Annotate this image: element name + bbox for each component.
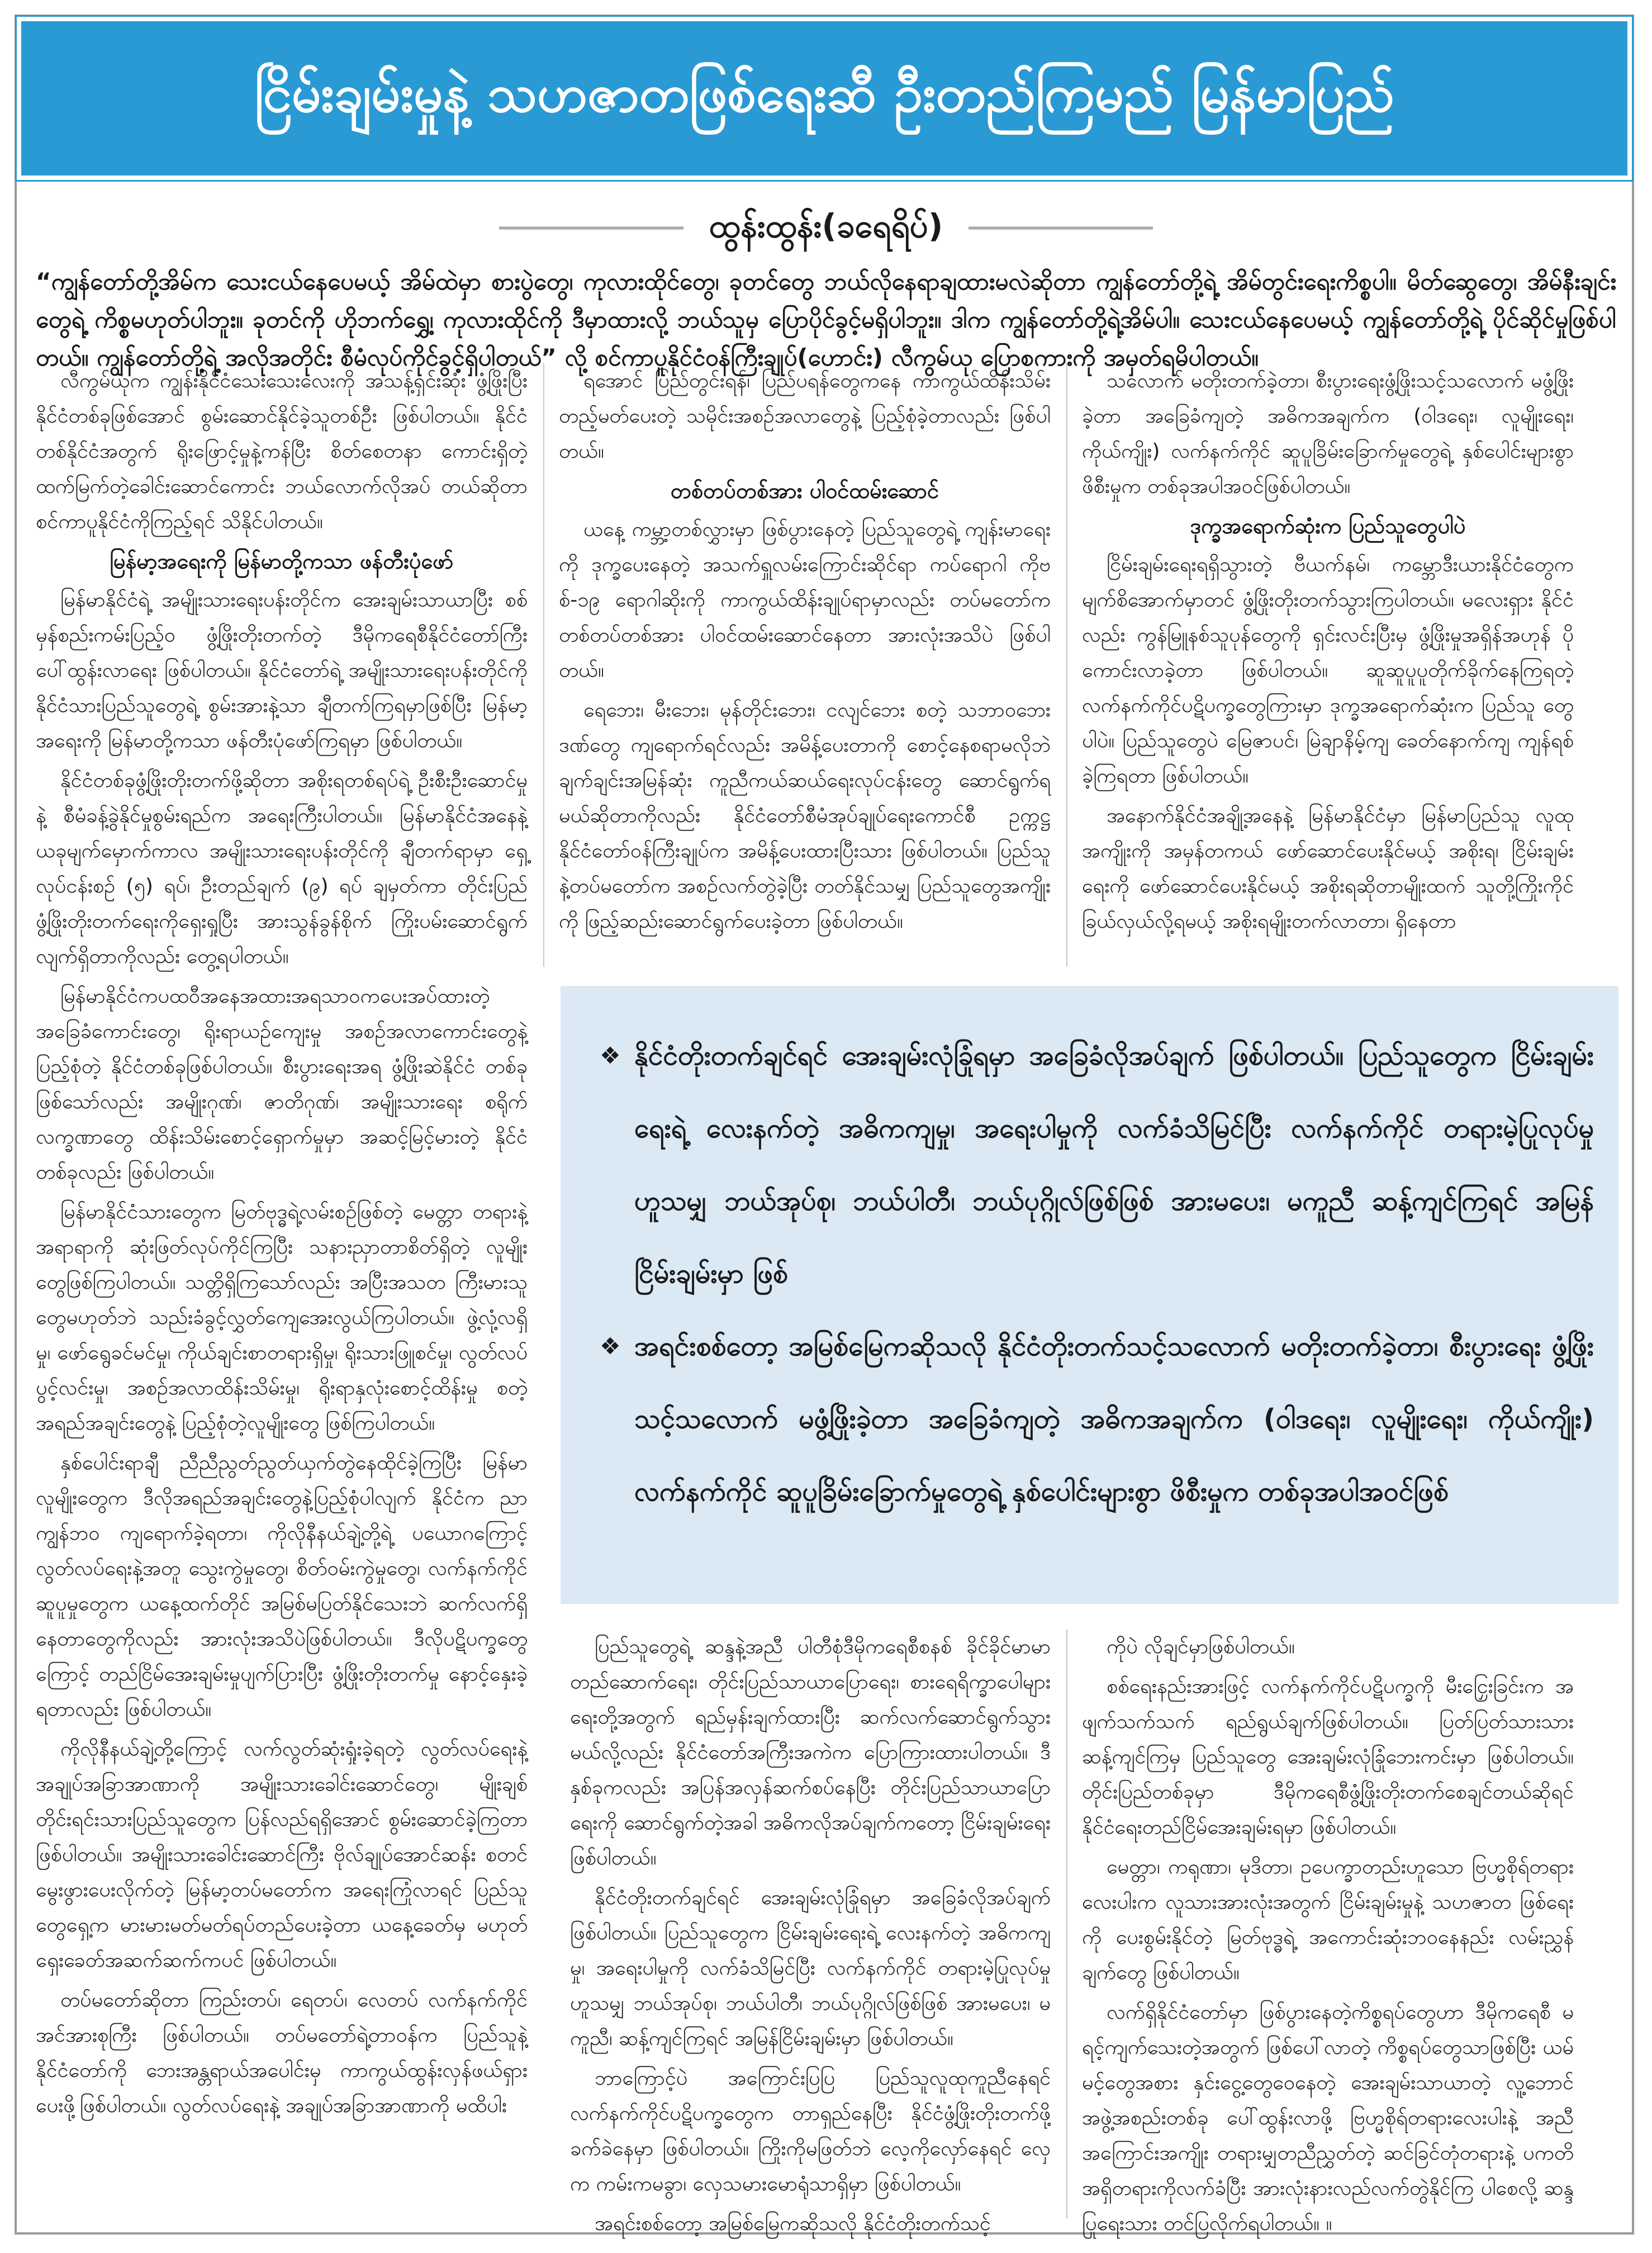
paragraph: ပြည်သူတွေရဲ့ ဆန္ဒနဲ့အညီ ပါတီစုံဒီမိုကရေစီစနစ် ခိုင်ခိုင်မာမာ တည်ဆောက်ရေး၊ တိုင်းပြည်သာယာပြောရေး၊ စားရေရိက္ခာပေါများရေးတို့အတွက် ရည်မှန်းချက်ထားပြီး ဆက်လက်ဆောင်ရွက်သွားမယ်လို့လည်း နိုင်ငံတော်အကြီးအကဲက ပြောကြားထားပါတယ်။ ဒီနှစ်ခုကလည်း အပြန်အလှန်ဆက်စပ်နေပြီး တိုင်းပြည်သာယာပြောရေးကို ဆောင်ရွက်တဲ့အခါ အဓိကလိုအပ်ချက်ကတော့ ငြိမ်းချမ်းရေး ဖြစ်ပါတယ်။	[570, 1635, 1051, 1870]
intro-quote: “ကျွန်တော်တို့အိမ်က သေးငယ်နေပေမယ့် အိမ်ထဲမှာ စားပွဲတွေ၊ ကုလားထိုင်တွေ၊ ခုတင်တွေ ဘယ်လိုနေရာချထားမလဲဆိုတာ ကျွန်တော်တို့ရဲ့ အိမ်တွင်းရေးကိစ္စပါ။ မိတ်ဆွေတွေ၊ အိမ်နီးချင်းတွေရဲ့ ကိစ္စမဟုတ်ပါဘူး။ ခုတင်ကို ဟိုဘက်ရွှေ့၊ ကုလားထိုင်ကို ဒီမှာထားလို့ ဘယ်သူမှ ပြောပိုင်ခွင့်မရှိပါဘူး။ ဒါက ကျွန်တော်တို့ရဲ့အိမ်ပါ။ သေးငယ်နေပေမယ့် ကျွန်တော်တို့ရဲ့ ပိုင်ဆိုင်မှုဖြစ်ပါတယ်။ ကျွန်တော်တို့ရဲ့ အလိုအတိုင်း စီမံလုပ်ကိုင်ခွင့်ရှိပါတယ်” လို့ စင်ကာပူနိုင်ငံဝန်ကြီးချုပ်(ဟောင်း) လီကွမ်ယု ပြောစကားကို အမှတ်ရမိပါတယ်။	[36, 268, 1616, 371]
paragraph: မေတ္တာ၊ ကရုဏာ၊ မုဒိတာ၊ ဥပေက္ခာတည်းဟူသော ဗြဟ္မစိုရ်တရား လေးပါးက လူသားအားလုံးအတွက် ငြိမ်းချမ်းမှုနဲ့ သဟဇာတ ဖြစ်ရေးကို ပေးစွမ်းနိုင်တဲ့ မြတ်ဗုဒ္ဓရဲ့ အကောင်းဆုံးဘဝနေနည်း လမ်းညွှန်ချက်တွေ ဖြစ်ပါတယ်။	[1082, 1856, 1574, 1984]
paragraph: မြန်မာနိုင်ငံရဲ့ အမျိုးသားရေးပန်းတိုင်က အေးချမ်းသာယာပြီး စစ်မှန်စည်းကမ်းပြည့်ဝ ဖွံ့ဖြိုးတိုးတက်တဲ့ ဒီမိုကရေစီနိုင်ငံတော်ကြီး ပေါ်ထွန်းလာရေး ဖြစ်ပါတယ်။ နိုင်ငံတော်ရဲ့ အမျိုးသားရေးပန်းတိုင်ကို နိုင်ငံသားပြည်သူတွေရဲ့ စွမ်းအားနဲ့သာ ချီတက်ကြရမှာဖြစ်ပြီး မြန်မာ့အရေးကို မြန်မာတို့ကသာ ဖန်တီးပုံဖော်ကြရမှာ ဖြစ်ပါတယ်။	[36, 589, 528, 752]
paragraph: နိုင်ငံတစ်ခုဖွံ့ဖြိုးတိုးတက်ဖို့ဆိုတာ အစိုးရတစ်ရပ်ရဲ့ ဦးစီးဦးဆောင်မှုနဲ့ စီမံခန့်ခွဲနိုင်မှုစွမ်းရည်က အရေးကြီးပါတယ်။ မြန်မာနိုင်ငံအနေနဲ့ ယခုမျက်မှောက်ကာလ အမျိုးသားရေးပန်းတိုင်ကို ချီတက်ရာမှာ ရှေ့လုပ်ငန်းစဉ် (၅) ရပ်၊ ဦးတည်ချက် (၉) ရပ် ချမှတ်ကာ တိုင်းပြည်ဖွံ့ဖြိုးတိုးတက်ရေးကိုရှေးရှုပြီး အားသွန်ခွန်စိုက် ကြိုးပမ်းဆောင်ရွက်လျက်ရှိတာကိုလည်း တွေ့ရပါတယ်။	[36, 769, 528, 968]
pull-quote-text: နိုင်ငံတိုးတက်ချင်ရင် အေးချမ်းလုံခြုံရမှာ အခြေခံလိုအပ်ချက် ဖြစ်ပါတယ်။ ပြည်သူတွေက ငြိမ်းချမ်းရေးရဲ့ လေးနက်တဲ့ အဓိကကျမှု၊ အရေးပါမှုကို လက်ခံသိမြင်ပြီး လက်နက်ကိုင် တရားမဲ့ပြုလုပ်မှု ဟူသမျှ ဘယ်အုပ်စု၊ ဘယ်ပါတီ၊ ဘယ်ပုဂ္ဂိုလ်ဖြစ်ဖြစ် အားမပေး၊ မကူညီ ဆန့်ကျင်ကြရင် အမြန်ငြိမ်းချမ်းမှာ ဖြစ်	[634, 1040, 1594, 1289]
column-divider	[543, 363, 544, 967]
column-divider	[1066, 1629, 1067, 2219]
paragraph: သလောက် မတိုးတက်ခဲ့တာ၊ စီးပွားရေးဖွံ့ဖြိုးသင့်သလောက် မဖွံ့ဖြိုးခဲ့တာ အခြေခံကျတဲ့ အဓိကအချက်က (ဝါဒရေး၊ လူမျိုးရေး၊ ကိုယ်ကျိုး) လက်နက်ကိုင် ဆူပူခြိမ်းခြောက်မှုတွေရဲ့ နှစ်ပေါင်းများစွာ ဖိစီးမှုက တစ်ခုအပါအဝင်ဖြစ်ပါတယ်။	[1082, 369, 1574, 498]
paragraph: ငြိမ်းချမ်းရေးရရှိသွားတဲ့ ဗီယက်နမ်၊ ကမ္ဘောဒီးယားနိုင်ငံတွေက မျက်စိအောက်မှာတင် ဖွံ့ဖြိုးတိုးတက်သွားကြပါတယ်။ မလေးရှား နိုင်ငံလည်း ကွန်မြူနစ်သူပုန်တွေကို ရှင်းလင်းပြီးမှ ဖွံ့ဖြိုးမှုအရှိန်အဟုန် ပိုကောင်းလာခဲ့တာ ဖြစ်ပါတယ်။ ဆူဆူပူပူတိုက်ခိုက်နေကြရတဲ့ လက်နက်ကိုင်ပဋိပက္ခတွေကြားမှာ ဒုက္ခအရောက်ဆုံးက ပြည်သူ တွေပါပဲ။ ပြည်သူတွေပဲ မြေဇာပင်၊ မြဲချာနိမ့်ကျ ခေတ်နောက်ကျ ကျန်ရစ်ခဲ့ကြရတာ ဖြစ်ပါတယ်။	[1082, 553, 1574, 788]
column-1	[36, 363, 528, 2219]
paragraph: စစ်ရေးနည်းအားဖြင့် လက်နက်ကိုင်ပဋိပက္ခကို မီးငြှေးခြင်းက အဖျက်သက်သက် ရည်ရွယ်ချက်ဖြစ်ပါတယ်။ ပြတ်ပြတ်သားသား ဆန့်ကျင်ကြမှ ပြည်သူတွေ အေးချမ်းလုံခြုံဘေးကင်းမှာ ဖြစ်ပါတယ်။ တိုင်းပြည်တစ်ခုမှာ ဒီမိုကရေစီဖွံ့ဖြိုးတိုးတက်စေချင်တယ်ဆိုရင် နိုင်ငံရေးတည်ငြိမ်အေးချမ်းရမှာ ဖြစ်ပါတယ်။	[1082, 1675, 1574, 1839]
paragraph: လက်ရှိနိုင်ငံတော်မှာ ဖြစ်ပွားနေတဲ့ကိစ္စရပ်တွေဟာ ဒီမိုကရေစီ မရင့်ကျက်သေးတဲ့အတွက် ဖြစ်ပေါ်လာတဲ့ ကိစ္စရပ်တွေသာဖြစ်ပြီး ယမ်မင့်တွေအစား နှင်းငွေ့တွေဝေနေတဲ့ အေးချမ်းသာယာတဲ့ လူ့ဘောင်အဖွဲ့အစည်းတစ်ခု ပေါ်ထွန်းလာဖို့ ဗြဟ္မစိုရ်တရားလေးပါးနဲ့ အညီ အကြောင်းအကျိုး တရားမျှတညီညွှတ်တဲ့ ဆင်ခြင်တုံတရားနဲ့ ပကတိအရှိတရားကိုလက်ခံပြီး အားလုံးနားလည်လက်တွဲနိုင်ကြ ပါစေလို့ ဆန္ဒပြုရေးသား တင်ပြလိုက်ရပါတယ်။ ။	[1082, 2001, 1574, 2235]
diamond-bullet-icon: ❖	[600, 1332, 621, 1360]
headline: ငြိမ်းချမ်းမှုနဲ့ သဟဇာတဖြစ်ရေးဆီ ဦးတည်ကြမည် မြန်မာပြည်	[254, 64, 1394, 124]
paragraph: တပ်မတော်ဆိုတာ ကြည်းတပ်၊ ရေတပ်၊ လေတပ် လက်နက်ကိုင် အင်အားစုကြီး ဖြစ်ပါတယ်။ တပ်မတော်ရဲ့တာဝန်က ပြည်သူနဲ့ နိုင်ငံတော်ကို ဘေးအန္တရာယ်အပေါင်းမှ ကာကွယ်ထွန်းလှန်ဖယ်ရှား ပေးဖို့ဖြစ်ပါတယ်။ လွတ်လပ်ရေးနဲ့ အချုပ်အခြာအာဏာကို မထိပါး	[36, 1989, 528, 2117]
paragraph: မြန်မာနိုင်ငံသားတွေက မြတ်ဗုဒ္ဓရဲ့လမ်းစဉ်ဖြစ်တဲ့ မေတ္တာ တရားနဲ့ အရာရာကို ဆုံးဖြတ်လုပ်ကိုင်ကြပြီး သနားညှာတာစိတ်ရှိတဲ့ လူမျိုးတွေဖြစ်ကြပါတယ်။ သတ္တိရှိကြသော်လည်း အပြီးအသတ ကြီးမားသူတွေမဟုတ်ဘဲ သည်းခံခွင့်လွှတ်ကျေအေးလွယ်ကြပါတယ်။ ဖွဲ့လုံ့လရှိမှု၊ ဖော်ရွေခင်မင်မှု၊ ကိုယ်ချင်းစာတရားရှိမှု၊ ရိုးသားဖြူစင်မှု၊ လွတ်လပ်ပွင့်လင်းမှု၊ အစဉ်အလာထိန်းသိမ်းမှု၊ ရိုးရာနှလုံးစောင့်ထိန်းမှု စတဲ့ အရည်အချင်းတွေနဲ့ ပြည့်စုံတဲ့လူမျိုးတွေ ဖြစ်ကြပါတယ်။	[36, 1201, 528, 1435]
paragraph: ရေဘေး၊ မီးဘေး၊ မုန်တိုင်းဘေး၊ ငလျင်ဘေး စတဲ့ သဘာဝဘေး ဒဏ်တွေ ကျရောက်ရင်လည်း အမိန့်ပေးတာကို စောင့်နေစရာမလိုဘဲ ချက်ချင်းအမြန်ဆုံး ကူညီကယ်ဆယ်ရေးလုပ်ငန်းတွေ ဆောင်ရွက်ရမယ်ဆိုတာကိုလည်း နိုင်ငံတော်စီမံအုပ်ချုပ်ရေးကောင်စီ ဥက္ကဋ္ဌ နိုင်ငံတော်ဝန်ကြီးချုပ်က အမိန့်ပေးထားပြီးသား ဖြစ်ပါတယ်။ ပြည်သူနဲ့တပ်မတော်က အစဉ်လက်တွဲခဲ့ပြီး တတ်နိုင်သမျှ ပြည်သူတွေအကျိုးကို ဖြည့်ဆည်းဆောင်ရွက်ပေးခဲ့တာ ဖြစ်ပါတယ်။	[559, 699, 1051, 933]
column-2-lower	[570, 1629, 1051, 2235]
column-divider	[1066, 363, 1067, 967]
section-heading: မြန်မာ့အရေးကို မြန်မာတို့ကသာ ဖန်တီးပုံဖော်	[110, 549, 454, 573]
paragraph: မြန်မာနိုင်ငံကပထဝီအနေအထားအရသာဝကပေးအပ်ထားတဲ့ အခြေခံကောင်းတွေ၊ ရိုးရာယဉ်ကျေးမှု အစဉ်အလာကောင်းတွေနဲ့ ပြည့်စုံတဲ့ နိုင်ငံတစ်ခုဖြစ်ပါတယ်။ စီးပွားရေးအရ ဖွံ့ဖြိုးဆဲနိုင်ငံ တစ်ခုဖြစ်သော်လည်း အမျိုးဂုဏ်၊ ဇာတိဂုဏ်၊ အမျိုးသားရေး စရိုက်လက္ခဏာတွေ ထိန်းသိမ်းစောင့်ရှောက်မှုမှာ အဆင့်မြင့်မားတဲ့ နိုင်ငံတစ်ခုလည်း ဖြစ်ပါတယ်။	[36, 985, 528, 1184]
paragraph: ကိုလိုနီနယ်ချဲ့တို့ကြောင့် လက်လွတ်ဆုံးရှုံးခဲ့ရတဲ့ လွတ်လပ်ရေးနဲ့ အချုပ်အခြာအာဏာကို အမျိုးသားခေါင်းဆောင်တွေ၊ မျိုးချစ်တိုင်းရင်းသားပြည်သူတွေက ပြန်လည်ရရှိအောင် စွမ်းဆောင်ခဲ့ကြတာ ဖြစ်ပါတယ်။ အမျိုးသားခေါင်းဆောင်ကြီး ဗိုလ်ချုပ်အောင်ဆန်း စတင်မွေးဖွားပေးလိုက်တဲ့ မြန်မာ့တပ်မတော်က အရေးကြုံလာရင် ပြည်သူတွေရှေ့က မားမားမတ်မတ်ရပ်တည်ပေးခဲ့တာ ယနေ့ခေတ်မှ မဟုတ် ရှေးခေတ်အဆက်ဆက်ကပင် ဖြစ်ပါတယ်။	[36, 1738, 528, 1972]
paragraph: အရင်းစစ်တော့ အမြစ်မြေကဆိုသလို နိုင်ငံတိုးတက်သင့်	[595, 2212, 991, 2235]
headline-banner	[17, 17, 1632, 180]
byline-rule-left	[499, 227, 683, 231]
diamond-bullet-icon: ❖	[600, 1042, 621, 1069]
paragraph: နှစ်ပေါင်းရာချီ ညီညီညွတ်ညွတ်ယှက်တွဲနေထိုင်ခဲ့ကြပြီး မြန်မာလူမျိုးတွေက ဒီလိုအရည်အချင်းတွေနဲ့ပြည့်စုံပါလျက် နိုင်ငံက ညာကျွန်ဘဝ ကျရောက်ခဲ့ရတာ၊ ကိုလိုနီနယ်ချဲ့တို့ရဲ့ ပယောဂကြောင့် လွတ်လပ်ရေးနဲ့အတူ သွေးကွဲမှုတွေ၊ စိတ်ဝမ်းကွဲမှုတွေ၊ လက်နက်ကိုင်ဆူပူမှုတွေက ယနေ့ထက်တိုင် အမြစ်မပြတ်နိုင်သေးဘဲ ဆက်လက်ရှိနေတာတွေကိုလည်း အားလုံးအသိပဲဖြစ်ပါတယ်။ ဒီလိုပဋိပက္ခတွေကြောင့် တည်ငြိမ်အေးချမ်းမှုပျက်ပြားပြီး ဖွံ့ဖြိုးတိုးတက်မှု နောင့်နှေးခဲ့ရတာလည်း ဖြစ်ပါတယ်။	[36, 1452, 528, 1721]
section-heading: ဒုက္ခအရောက်ဆုံးက ပြည်သူတွေပါပဲ	[1190, 514, 1466, 538]
column-2	[559, 363, 1051, 967]
byline: ထွန်းထွန်း(ခရေရိပ်)	[709, 206, 943, 245]
byline-rule-right	[969, 227, 1153, 231]
paragraph: ယနေ့ ကမ္ဘာ့တစ်လွှားမှာ ဖြစ်ပွားနေတဲ့ ပြည်သူတွေရဲ့ ကျန်းမာရေးကို ဒုက္ခပေးနေတဲ့ အသက်ရှူလမ်းကြောင်းဆိုင်ရာ ကပ်ရောဂါ ကိုဗစ်-၁၉ ရောဂါဆိုးကို ကာကွယ်ထိန်းချုပ်ရာမှာလည်း တပ်မတော်က တစ်တပ်တစ်အား ပါဝင်ထမ်းဆောင်နေတာ အားလုံးအသိပဲ ဖြစ်ပါတယ်။	[559, 518, 1051, 682]
pull-quote-box	[561, 986, 1618, 1604]
paragraph: ဘာကြောင့်ပဲ အကြောင်းပြပြ ပြည်သူလူထုကူညီနေရင် လက်နက်ကိုင်ပဋိပက္ခတွေက တာရှည်နေပြီး နိုင်ငံဖွံ့ဖြိုးတိုးတက်ဖို့ ခက်ခဲနေမှာ ဖြစ်ပါတယ်။ ကြိုးကိုမဖြတ်ဘဲ လေ့ကိုလှော်နေရင် လှေက ကမ်းကမခွာ၊ လှေသမားမောရုံသာရှိမှာ ဖြစ်ပါတယ်။	[570, 2067, 1051, 2195]
byline-row	[0, 201, 1652, 257]
column-3	[1082, 363, 1574, 967]
section-heading: တစ်တပ်တစ်အား ပါဝင်ထမ်းဆောင်	[670, 478, 939, 503]
pull-quote-text: အရင်းစစ်တော့ အမြစ်မြေကဆိုသလို နိုင်ငံတိုးတက်သင့်သလောက် မတိုးတက်ခဲ့တာ၊ စီးပွားရေး ဖွံ့ဖြိုးသင့်သလောက် မဖွံ့ဖြိုးခဲ့တာ အခြေခံကျတဲ့ အဓိကအချက်က (ဝါဒရေး၊ လူမျိုးရေး၊ ကိုယ်ကျိုး) လက်နက်ကိုင် ဆူပူခြိမ်းခြောက်မှုတွေရဲ့ နှစ်ပေါင်းများစွာ ဖိစီးမှုက တစ်ခုအပါအဝင်ဖြစ်	[634, 1331, 1594, 1507]
paragraph: လီကွမ်ယုက ကျွန်းနိုင်ငံသေးသေးလေးကို အသန့်ရှင်းဆုံး ဖွံ့ဖြိုးပြီးနိုင်ငံတစ်ခုဖြစ်အောင် စွမ်းဆောင်နိုင်ခဲ့သူတစ်ဦး ဖြစ်ပါတယ်။ နိုင်ငံတစ်နိုင်ငံအတွက် ရိုးဖြောင့်မှုနဲ့ကန်ပြီး စိတ်စေတနာ ကောင်းရှိတဲ့ ထက်မြက်တဲ့ခေါင်းဆောင်ကောင်း ဘယ်လောက်လိုအပ် တယ်ဆိုတာ စင်ကာပူနိုင်ငံကိုကြည့်ရင် သိနိုင်ပါတယ်။	[36, 369, 528, 533]
paragraph: ကိုပဲ လိုချင်မှာဖြစ်ပါတယ်။	[1107, 1635, 1295, 1658]
column-3-lower	[1082, 1629, 1574, 2235]
pull-quote-point	[600, 1310, 1594, 1528]
pull-quote-point	[600, 1019, 1594, 1310]
paragraph: နိုင်ငံတိုးတက်ချင်ရင် အေးချမ်းလုံခြုံရမှာ အခြေခံလိုအပ်ချက် ဖြစ်ပါတယ်။ ပြည်သူတွေက ငြိမ်းချမ်းရေးရဲ့ လေးနက်တဲ့ အဓိကကျမှု၊ အရေးပါမှုကို လက်ခံသိမြင်ပြီး လက်နက်ကိုင် တရားမဲ့ပြုလုပ်မှု ဟူသမျှ ဘယ်အုပ်စု၊ ဘယ်ပါတီ၊ ဘယ်ပုဂ္ဂိုလ်ဖြစ်ဖြစ် အားမပေး၊ မကူညီ၊ ဆန့်ကျင်ကြရင် အမြန်ငြိမ်းချမ်းမှာ ဖြစ်ပါတယ်။	[570, 1886, 1051, 2050]
paragraph: ရအောင် ပြည်တွင်းရန်၊ ပြည်ပရန်တွေကနေ ကာကွယ်ထိန်းသိမ်း တည့်မတ်ပေးတဲ့ သမိုင်းအစဉ်အလာတွေနဲ့ ပြည့်စုံခဲ့တာလည်း ဖြစ်ပါတယ်။	[559, 369, 1051, 463]
paragraph: အနောက်နိုင်ငံအချို့အနေနဲ့ မြန်မာနိုင်ငံမှာ မြန်မာပြည်သူ လူထုအကျိုးကို အမှန်တကယ် ဖော်ဆောင်ပေးနိုင်မယ့် အစိုးရ၊ ငြိမ်းချမ်းရေးကို ဖော်ဆောင်ပေးနိုင်မယ့် အစိုးရဆိုတာမျိုးထက် သူတို့ကြိုးကိုင်ခြယ်လှယ်လို့ရမယ့် အစိုးရမျိုးတက်လာတာ၊ ရှိနေတာ	[1082, 804, 1574, 933]
